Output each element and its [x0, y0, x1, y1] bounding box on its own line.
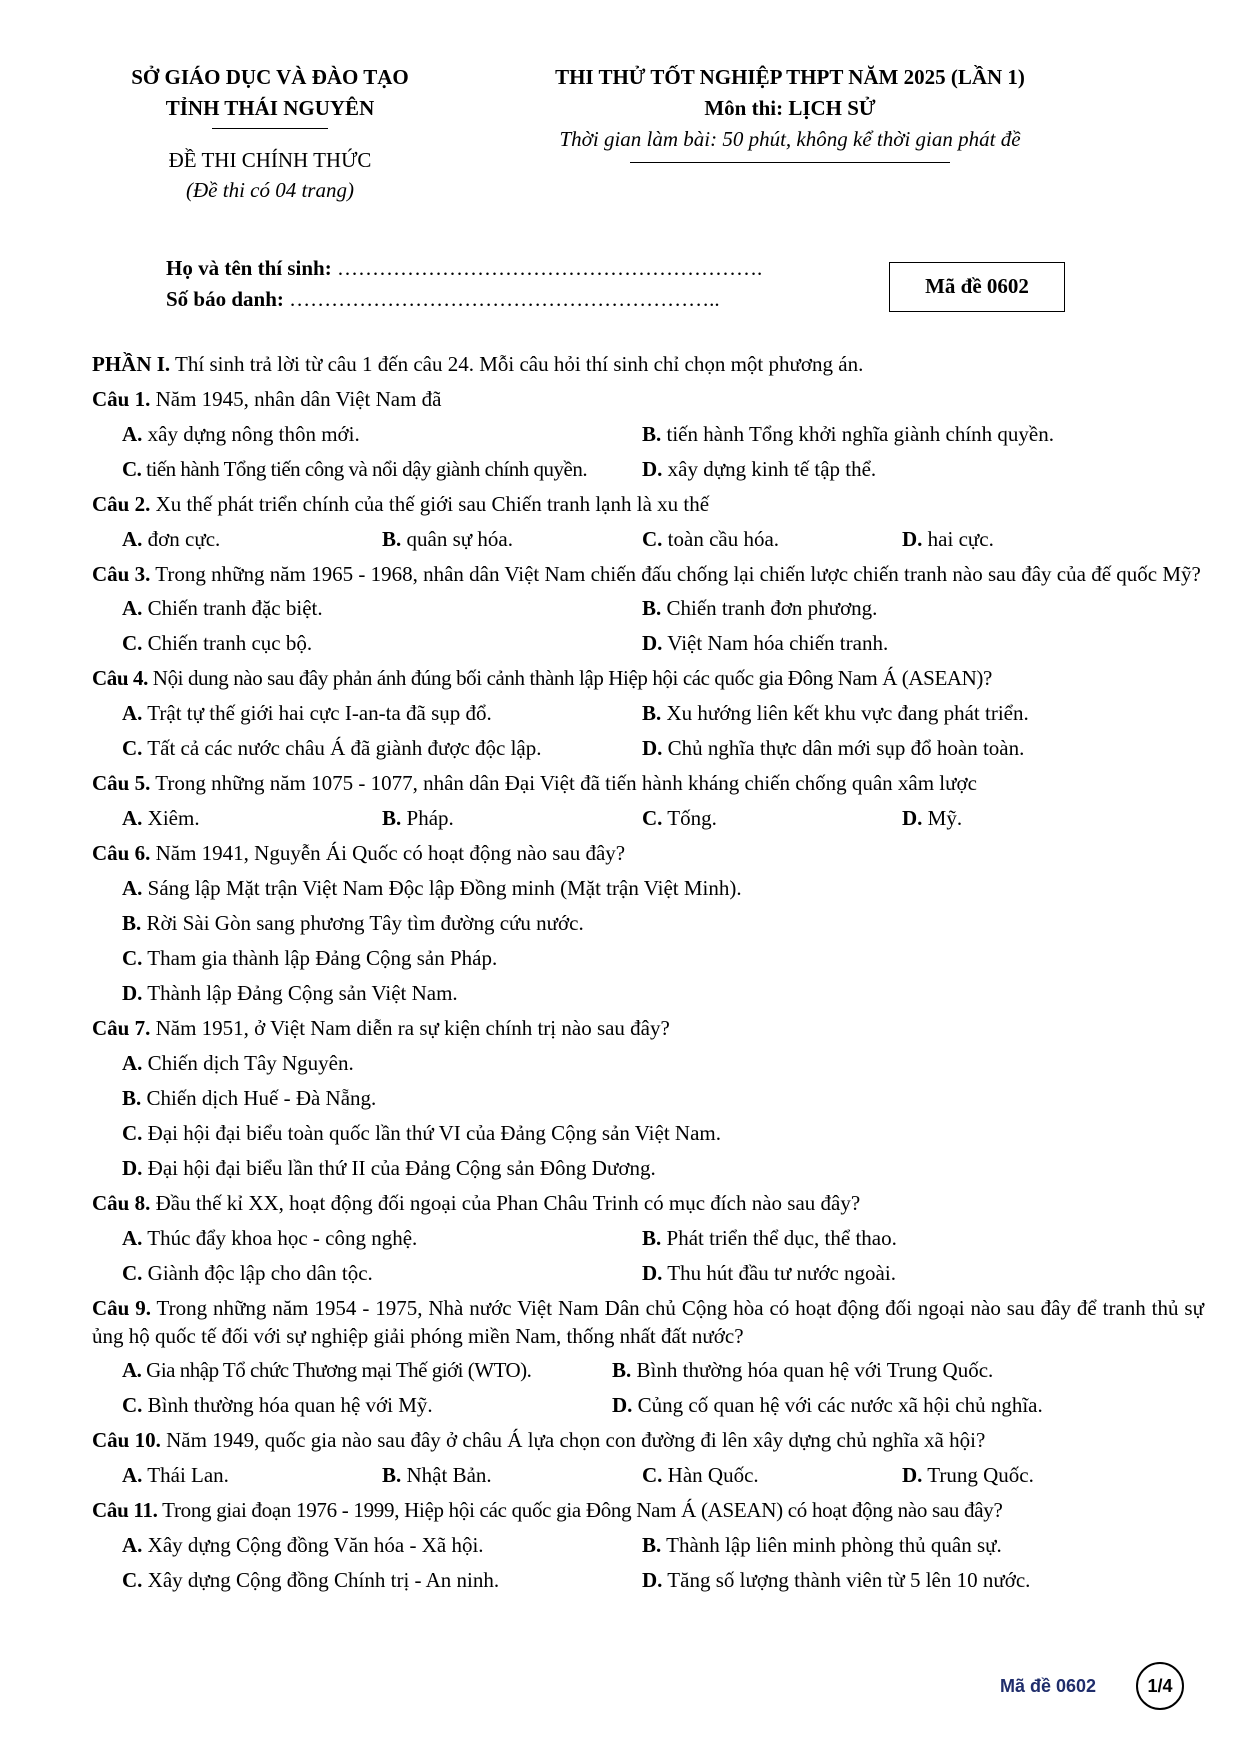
options-row	[92, 906, 1204, 941]
option-a[interactable]: A. Thái Lan.	[122, 1463, 229, 1487]
question-7	[92, 1011, 1204, 1046]
option-d[interactable]: D. Củng cố quan hệ với các nước xã hội chủ nghĩa.	[612, 1393, 1043, 1417]
option-c[interactable]: C. Bình thường hóa quan hệ với Mỹ.	[122, 1393, 433, 1417]
options-row	[92, 417, 1204, 452]
question-text: Năm 1945, nhân dân Việt Nam đã	[150, 387, 442, 411]
header-left-rule	[212, 128, 328, 129]
exam-code-box: Mã đề 0602	[889, 262, 1065, 312]
options-row	[92, 626, 1204, 661]
option-c[interactable]: C. Tham gia thành lập Đảng Cộng sản Pháp.	[122, 946, 498, 970]
options-row	[92, 976, 1204, 1011]
question-text: Trong những năm 1954 - 1975, Nhà nước Việt Nam Dân chủ Cộng hòa có hoạt động đối ngoại nào sau đây để tranh thủ sự ủng hộ quốc tế đối với sự nghiệp giải phóng miền Nam, thống nhất đất nước?	[92, 1296, 1204, 1348]
option-d[interactable]: D. Trung Quốc.	[902, 1463, 1034, 1487]
exam-title: THI THỬ TỐT NGHIỆP THPT NĂM 2025 (LẦN 1)	[555, 65, 1025, 89]
option-b[interactable]: B. Bình thường hóa quan hệ với Trung Quốc.	[612, 1358, 994, 1382]
option-d[interactable]: D. hai cực.	[902, 527, 994, 551]
question-11	[92, 1493, 1204, 1528]
option-a[interactable]: A. Sáng lập Mặt trận Việt Nam Độc lập Đồng minh (Mặt trận Việt Minh).	[122, 876, 742, 900]
option-d[interactable]: D. Đại hội đại biểu lần thứ II của Đảng Cộng sản Đông Dương.	[122, 1156, 656, 1180]
option-a[interactable]: A. Xiêm.	[122, 806, 200, 830]
option-d[interactable]: D. Việt Nam hóa chiến tranh.	[642, 631, 889, 655]
question-text: Năm 1941, Nguyễn Ái Quốc có hoạt động nào sau đây?	[150, 841, 626, 865]
options-row	[92, 1563, 1204, 1598]
options-row	[92, 871, 1204, 906]
option-b[interactable]: B. tiến hành Tổng khởi nghĩa giành chính quyền.	[642, 422, 1055, 446]
candidate-name-label: Họ và tên thí sinh:	[166, 256, 332, 280]
department-name: SỞ GIÁO DỤC VÀ ĐÀO TẠO	[131, 65, 409, 89]
option-c[interactable]: C. Xây dựng Cộng đồng Chính trị - An ninh.	[122, 1568, 500, 1592]
options-row	[92, 1221, 1204, 1256]
options-row	[92, 801, 1204, 836]
options-row	[92, 1151, 1204, 1186]
option-d[interactable]: D. Thu hút đầu tư nước ngoài.	[642, 1261, 896, 1285]
option-a[interactable]: A. Gia nhập Tổ chức Thương mại Thế giới (WTO).	[122, 1358, 532, 1382]
question-text: Trong những năm 1965 - 1968, nhân dân Việt Nam chiến đấu chống lại chiến lược chiến tranh nào sau đây của đế quốc Mỹ?	[150, 562, 1201, 586]
question-label: Câu 8.	[92, 1191, 151, 1215]
option-c[interactable]: C. Giành độc lập cho dân tộc.	[122, 1261, 373, 1285]
header-left	[110, 62, 430, 205]
option-d[interactable]: D. Mỹ.	[902, 806, 963, 830]
pages-note: (Đề thi có 04 trang)	[186, 178, 354, 202]
option-d[interactable]: D. Chủ nghĩa thực dân mới sụp đổ hoàn toàn.	[642, 736, 1025, 760]
options-row	[92, 591, 1204, 626]
option-a[interactable]: A. Xây dựng Cộng đồng Văn hóa - Xã hội.	[122, 1533, 484, 1557]
page-number-badge: 1/4	[1136, 1662, 1184, 1710]
option-c[interactable]: C. toàn cầu hóa.	[642, 527, 780, 551]
options-row	[92, 1528, 1204, 1563]
option-c[interactable]: C. Chiến tranh cục bộ.	[122, 631, 313, 655]
options-row	[92, 1256, 1204, 1291]
official-exam-label: ĐỀ THI CHÍNH THỨC	[168, 148, 372, 172]
question-label: Câu 3.	[92, 562, 151, 586]
question-text: Nội dung nào sau đây phản ánh đúng bối cảnh thành lập Hiệp hội các quốc gia Đông Nam Á (ASEAN)?	[147, 666, 992, 690]
option-a[interactable]: A. Trật tự thế giới hai cực I-an-ta đã sụp đổ.	[122, 701, 492, 725]
candidate-id-field[interactable]: ……………………………………………………..	[283, 287, 720, 311]
options-row	[92, 941, 1204, 976]
option-b[interactable]: B. Pháp.	[382, 806, 454, 830]
option-a[interactable]: A. xây dựng nông thôn mới.	[122, 422, 360, 446]
candidate-name-field[interactable]: …………………………………………………….	[331, 256, 763, 280]
page-footer	[1000, 1662, 1190, 1712]
option-b[interactable]: B. Xu hướng liên kết khu vực đang phát triển.	[642, 701, 1029, 725]
question-label: Câu 2.	[92, 492, 151, 516]
question-label: Câu 10.	[92, 1428, 161, 1452]
option-c[interactable]: C. Hàn Quốc.	[642, 1463, 759, 1487]
options-row	[92, 522, 1204, 557]
question-text: Trong giai đoạn 1976 - 1999, Hiệp hội các quốc gia Đông Nam Á (ASEAN) có hoạt động nào sau đây?	[157, 1498, 1003, 1522]
options-row	[92, 1116, 1204, 1151]
option-b[interactable]: B. quân sự hóa.	[382, 527, 513, 551]
options-row	[92, 696, 1204, 731]
question-6	[92, 836, 1204, 871]
header-right	[480, 62, 1100, 163]
candidate-name-line	[166, 253, 762, 284]
question-text: Năm 1951, ở Việt Nam diễn ra sự kiện chính trị nào sau đây?	[150, 1016, 670, 1040]
options-row	[92, 1353, 1204, 1388]
options-row	[92, 1081, 1204, 1116]
section-label: PHẦN I.	[92, 352, 171, 376]
options-row	[92, 1046, 1204, 1081]
footer-exam-code: Mã đề 0602	[1000, 1676, 1097, 1696]
option-b[interactable]: B. Rời Sài Gòn sang phương Tây tìm đường cứu nước.	[122, 911, 584, 935]
option-d[interactable]: D. Thành lập Đảng Cộng sản Việt Nam.	[122, 981, 458, 1005]
option-b[interactable]: B. Thành lập liên minh phòng thủ quân sự.	[642, 1533, 1002, 1557]
header-right-rule	[630, 162, 950, 163]
question-3	[92, 560, 1204, 588]
question-2	[92, 487, 1204, 522]
question-label: Câu 7.	[92, 1016, 151, 1040]
option-a[interactable]: A. Thúc đẩy khoa học - công nghệ.	[122, 1226, 418, 1250]
province-name: TỈNH THÁI NGUYÊN	[165, 96, 375, 120]
question-8	[92, 1186, 1204, 1221]
option-c[interactable]: C. Tống.	[642, 806, 717, 830]
option-c[interactable]: C. tiến hành Tổng tiến công và nổi dậy giành chính quyền.	[122, 457, 588, 481]
options-row	[92, 452, 1204, 487]
question-9	[92, 1294, 1204, 1350]
option-c[interactable]: C. Tất cả các nước châu Á đã giành được độc lập.	[122, 736, 542, 760]
question-text: Xu thế phát triển chính của thế giới sau Chiến tranh lạnh là xu thế	[150, 492, 710, 516]
question-text: Đầu thế kỉ XX, hoạt động đối ngoại của Phan Châu Trinh có mục đích nào sau đây?	[150, 1191, 861, 1215]
question-label: Câu 4.	[92, 666, 148, 690]
question-label: Câu 5.	[92, 771, 151, 795]
options-row	[92, 731, 1204, 766]
candidate-id-line	[166, 284, 762, 315]
candidate-info	[166, 253, 762, 315]
question-10	[92, 1423, 1204, 1458]
option-d[interactable]: D. Tăng số lượng thành viên từ 5 lên 10 nước.	[642, 1568, 1031, 1592]
exam-content	[92, 347, 1204, 1598]
question-5	[92, 766, 1204, 801]
options-row	[92, 1458, 1204, 1493]
exam-subject: Môn thi: LỊCH SỬ	[704, 96, 876, 120]
question-4	[92, 661, 1204, 696]
option-d[interactable]: D. xây dựng kinh tế tập thể.	[642, 457, 877, 481]
candidate-id-label: Số báo danh:	[166, 287, 284, 311]
option-b[interactable]: B. Chiến tranh đơn phương.	[642, 596, 878, 620]
section-header	[92, 347, 1204, 382]
time-note: Thời gian làm bài: 50 phút, không kể thời gian phát đề	[559, 127, 1021, 151]
option-c[interactable]: C. Đại hội đại biểu toàn quốc lần thứ VI của Đảng Cộng sản Việt Nam.	[122, 1121, 721, 1145]
question-text: Trong những năm 1075 - 1077, nhân dân Đại Việt đã tiến hành kháng chiến chống quân xâm lược	[150, 771, 977, 795]
option-a[interactable]: A. đơn cực.	[122, 527, 221, 551]
section-instruction: Thí sinh trả lời từ câu 1 đến câu 24. Mỗi câu hỏi thí sinh chỉ chọn một phương án.	[170, 352, 864, 376]
options-row	[92, 1388, 1204, 1423]
option-a[interactable]: A. Chiến dịch Tây Nguyên.	[122, 1051, 354, 1075]
question-1	[92, 382, 1204, 417]
question-text: Năm 1949, quốc gia nào sau đây ở châu Á lựa chọn con đường đi lên xây dựng chủ nghĩa xã hội?	[160, 1428, 986, 1452]
question-label: Câu 1.	[92, 387, 151, 411]
question-label: Câu 11.	[92, 1498, 158, 1522]
question-label: Câu 9.	[92, 1296, 152, 1320]
option-b[interactable]: B. Nhật Bản.	[382, 1463, 492, 1487]
option-a[interactable]: A. Chiến tranh đặc biệt.	[122, 596, 323, 620]
option-b[interactable]: B. Phát triển thể dục, thể thao.	[642, 1226, 897, 1250]
question-label: Câu 6.	[92, 841, 151, 865]
option-b[interactable]: B. Chiến dịch Huế - Đà Nẵng.	[122, 1086, 377, 1110]
